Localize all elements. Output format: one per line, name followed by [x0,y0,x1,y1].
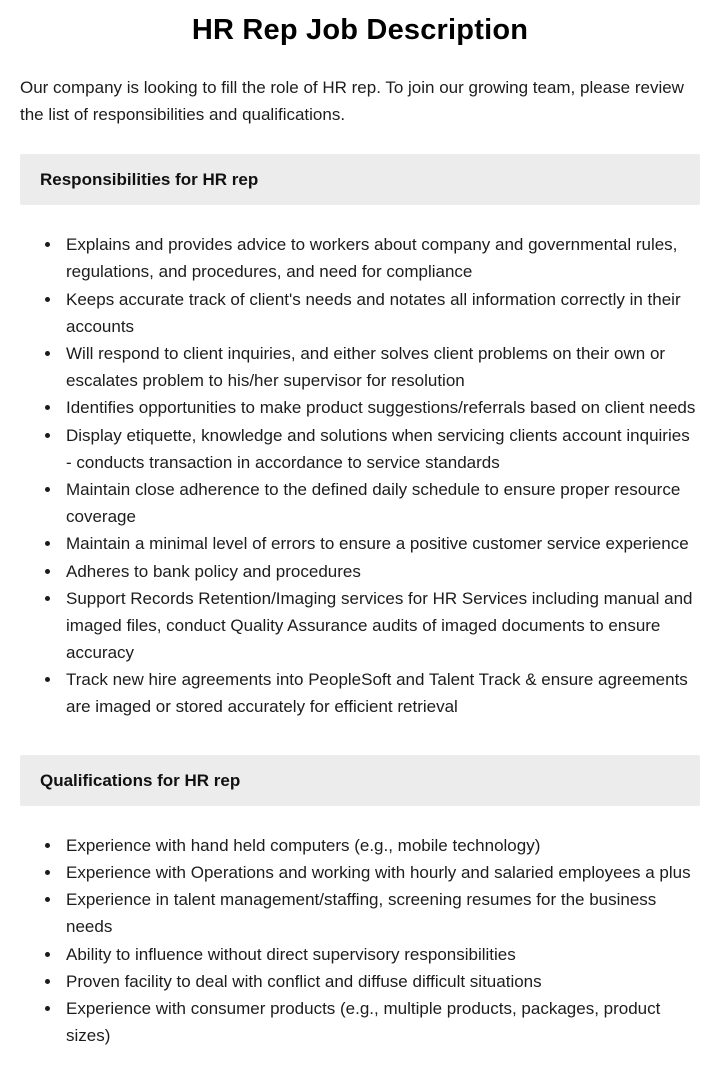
responsibilities-heading-label: Responsibilities for HR rep [40,170,259,190]
list-item: • Support Records Retention/Imaging services for HR Services including manual and imaged files, conduct Quality Assurance audits of imaged documents to ensure accuracy [62,585,700,667]
list-item: • Experience with hand held computers (e.g., mobile technology) [62,832,700,859]
list-item: • Experience with consumer products (e.g., multiple products, packages, product sizes) [62,995,700,1049]
list-item: • Display etiquette, knowledge and solutions when servicing clients account inquiries - conducts transaction in accordance to service standards [62,422,700,476]
qualifications-list [20,832,700,1050]
list-item: • Identifies opportunities to make product suggestions/referrals based on client needs [62,394,700,421]
list-item: • Proven facility to deal with conflict and diffuse difficult situations [62,968,700,995]
qualifications-heading-label: Qualifications for HR rep [40,770,241,790]
list-item: • Will respond to client inquiries, and either solves client problems on their own or escalates problem to his/her supervisor for resolution [62,340,700,394]
responsibilities-section-header [20,154,700,205]
qualifications-section-header [20,755,700,806]
page-title: HR Rep Job Description [191,14,529,46]
responsibilities-list [20,231,700,720]
list-item: • Maintain close adherence to the defined daily schedule to ensure proper resource coverage [62,476,700,530]
list-item: • Adheres to bank policy and procedures [62,558,700,585]
list-item: • Experience in talent management/staffing, screening resumes for the business needs [62,886,700,940]
intro-paragraph: Our company is looking to fill the role of HR rep. To join our growing team, please review the list of responsibilities and qualifications. [20,77,684,124]
list-item: • Keeps accurate track of client's needs and notates all information correctly in their accounts [62,286,700,340]
list-item: • Ability to influence without direct supervisory responsibilities [62,941,700,968]
list-item: • Explains and provides advice to workers about company and governmental rules, regulations, and procedures, and need for compliance [62,231,700,285]
list-item: • Track new hire agreements into PeopleSoft and Talent Track & ensure agreements are imaged or stored accurately for efficient retrieval [62,666,700,720]
list-item: • Maintain a minimal level of errors to ensure a positive customer service experience [62,530,700,557]
list-item: • Experience with Operations and working with hourly and salaried employees a plus [62,859,700,886]
